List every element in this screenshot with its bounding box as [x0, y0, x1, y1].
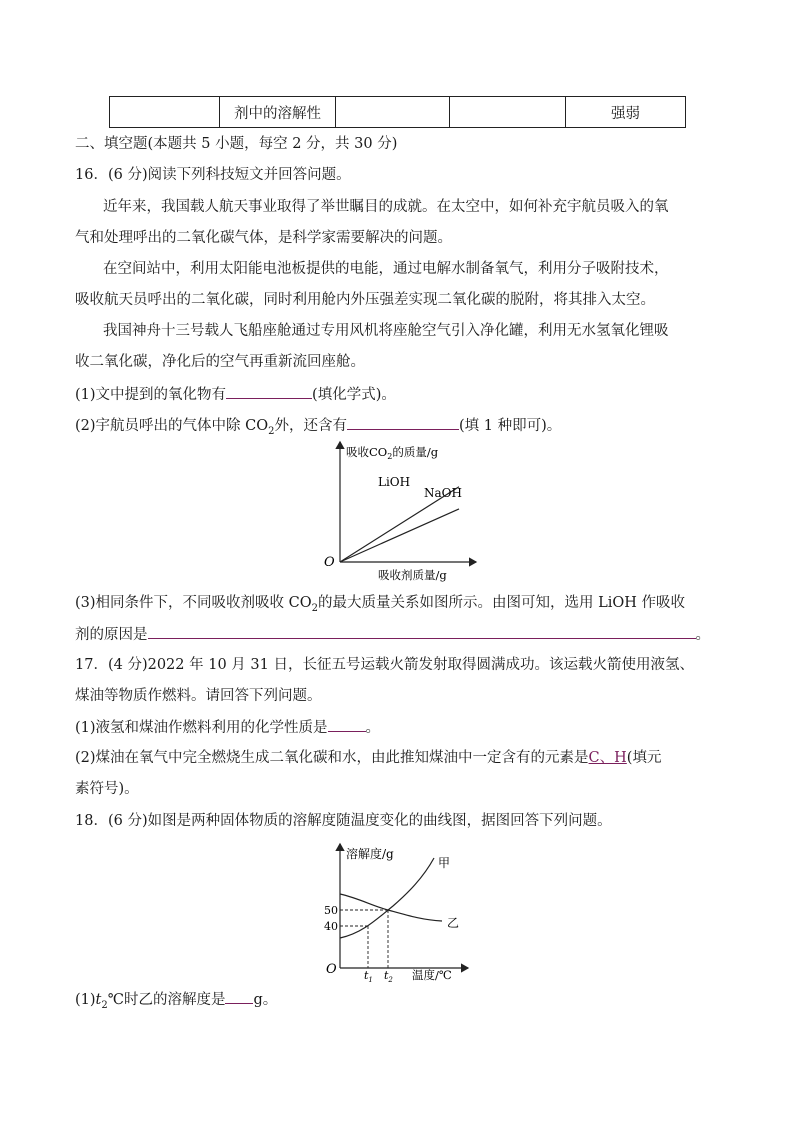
y-axis-label: 吸收$CO_2$的质量/g: [346, 445, 439, 461]
y-axis-label: 溶解度/g: [346, 847, 394, 861]
x-axis-label: 吸收剂质量/g: [378, 568, 447, 582]
table-cell: 剂中的溶解性: [220, 97, 336, 128]
curve-label-yi: 乙: [447, 916, 460, 930]
series-line-naoh: [340, 509, 459, 562]
q16-paragraph: 在空间站中，利用太阳能电池板提供的电能，通过电解水制备氧气，利用分子吸附技术，: [103, 261, 669, 277]
x-axis-label: 温度/℃: [412, 968, 452, 982]
q16-paragraph: 吸收航天员呼出的二氧化碳，同时利用舱内外压强差实现二氧化碳的脱附，将其排入太空。: [75, 292, 655, 308]
q16-paragraph: 收二氧化碳，净化后的空气再重新流回座舱。: [75, 354, 365, 370]
q17-title-cont: 煤油等物质作燃料。请回答下列问题。: [75, 688, 322, 704]
q17-title: 17．(4 分)2022 年 10 月 31 日，长征五号运载火箭发射取得圆满成功。该运载火箭使用液氢、: [75, 657, 694, 673]
q18-sub1: $(1)t_2℃$时乙的溶解度是 g。: [75, 989, 277, 1016]
x-tick-t2: $t_2$: [384, 969, 393, 983]
q16-sub1: (1)文中提到的氧化物有 (填化学式)。: [75, 384, 396, 405]
q17-sub1: (1)液氢和煤油作燃料利用的化学性质是 。: [75, 717, 380, 738]
q16-sub3: (3)相同条件下，不同吸收剂吸收 $CO_2$的最大质量关系如图所示。由图可知，选用 LiOH 作吸收: [75, 595, 686, 614]
table-cell: 强弱: [566, 97, 686, 128]
table-cell: [450, 97, 566, 128]
q16-paragraph: 近年来，我国载人航天事业取得了举世瞩目的成就。在太空中，如何补充宇航员吸入的氧: [103, 199, 669, 215]
q16-sub3-cont: 剂的原因是 。: [75, 624, 710, 645]
q17-sub2: (2)煤油在氧气中完全燃烧生成二氧化碳和水，由此推知煤油中一定含有的元素是C、H(填元: [75, 750, 662, 766]
table-cell: [110, 97, 220, 128]
filled-answer: C、H: [588, 750, 627, 766]
y-tick-50: 50: [324, 904, 338, 917]
origin-label: O: [324, 555, 335, 570]
answer-blank[interactable]: [226, 384, 312, 399]
answer-blank[interactable]: [347, 415, 459, 430]
section-heading: 二、填空题(本题共 5 小题，每空 2 分，共 30 分): [75, 136, 398, 152]
solubility-chart: [318, 838, 478, 983]
answer-blank[interactable]: [148, 624, 696, 639]
answer-blank[interactable]: [328, 717, 366, 732]
q16-paragraph: 我国神舟十三号载人飞船座舱通过专用风机将座舱空气引入净化罐，利用无水氢氧化锂吸: [103, 323, 669, 339]
table-cell: [336, 97, 450, 128]
q16-sub2: (2)宇航员呼出的气体中除 $CO_2$外，还含有 (填 1 种即可)。: [75, 415, 561, 442]
q16-paragraph: 气和处理呼出的二氧化碳气体，是科学家需要解决的问题。: [75, 230, 452, 246]
solubility-table: [109, 96, 686, 128]
series-label-lioh: LiOH: [378, 475, 411, 489]
x-tick-t1: $t_1$: [364, 969, 373, 983]
y-tick-40: 40: [324, 920, 338, 933]
origin-label: O: [326, 962, 337, 977]
absorption-chart: [318, 438, 488, 586]
answer-blank[interactable]: [225, 989, 253, 1004]
q16-title: 16．(6 分)阅读下列科技短文并回答问题。: [75, 167, 351, 183]
table-row: [110, 97, 686, 128]
curve-label-jia: 甲: [438, 856, 451, 870]
series-label-naoh: NaOH: [424, 486, 462, 500]
q17-sub2-cont: 素符号)。: [75, 781, 139, 797]
q18-title: 18．(6 分)如图是两种固体物质的溶解度随温度变化的曲线图，据图回答下列问题。: [75, 813, 612, 829]
